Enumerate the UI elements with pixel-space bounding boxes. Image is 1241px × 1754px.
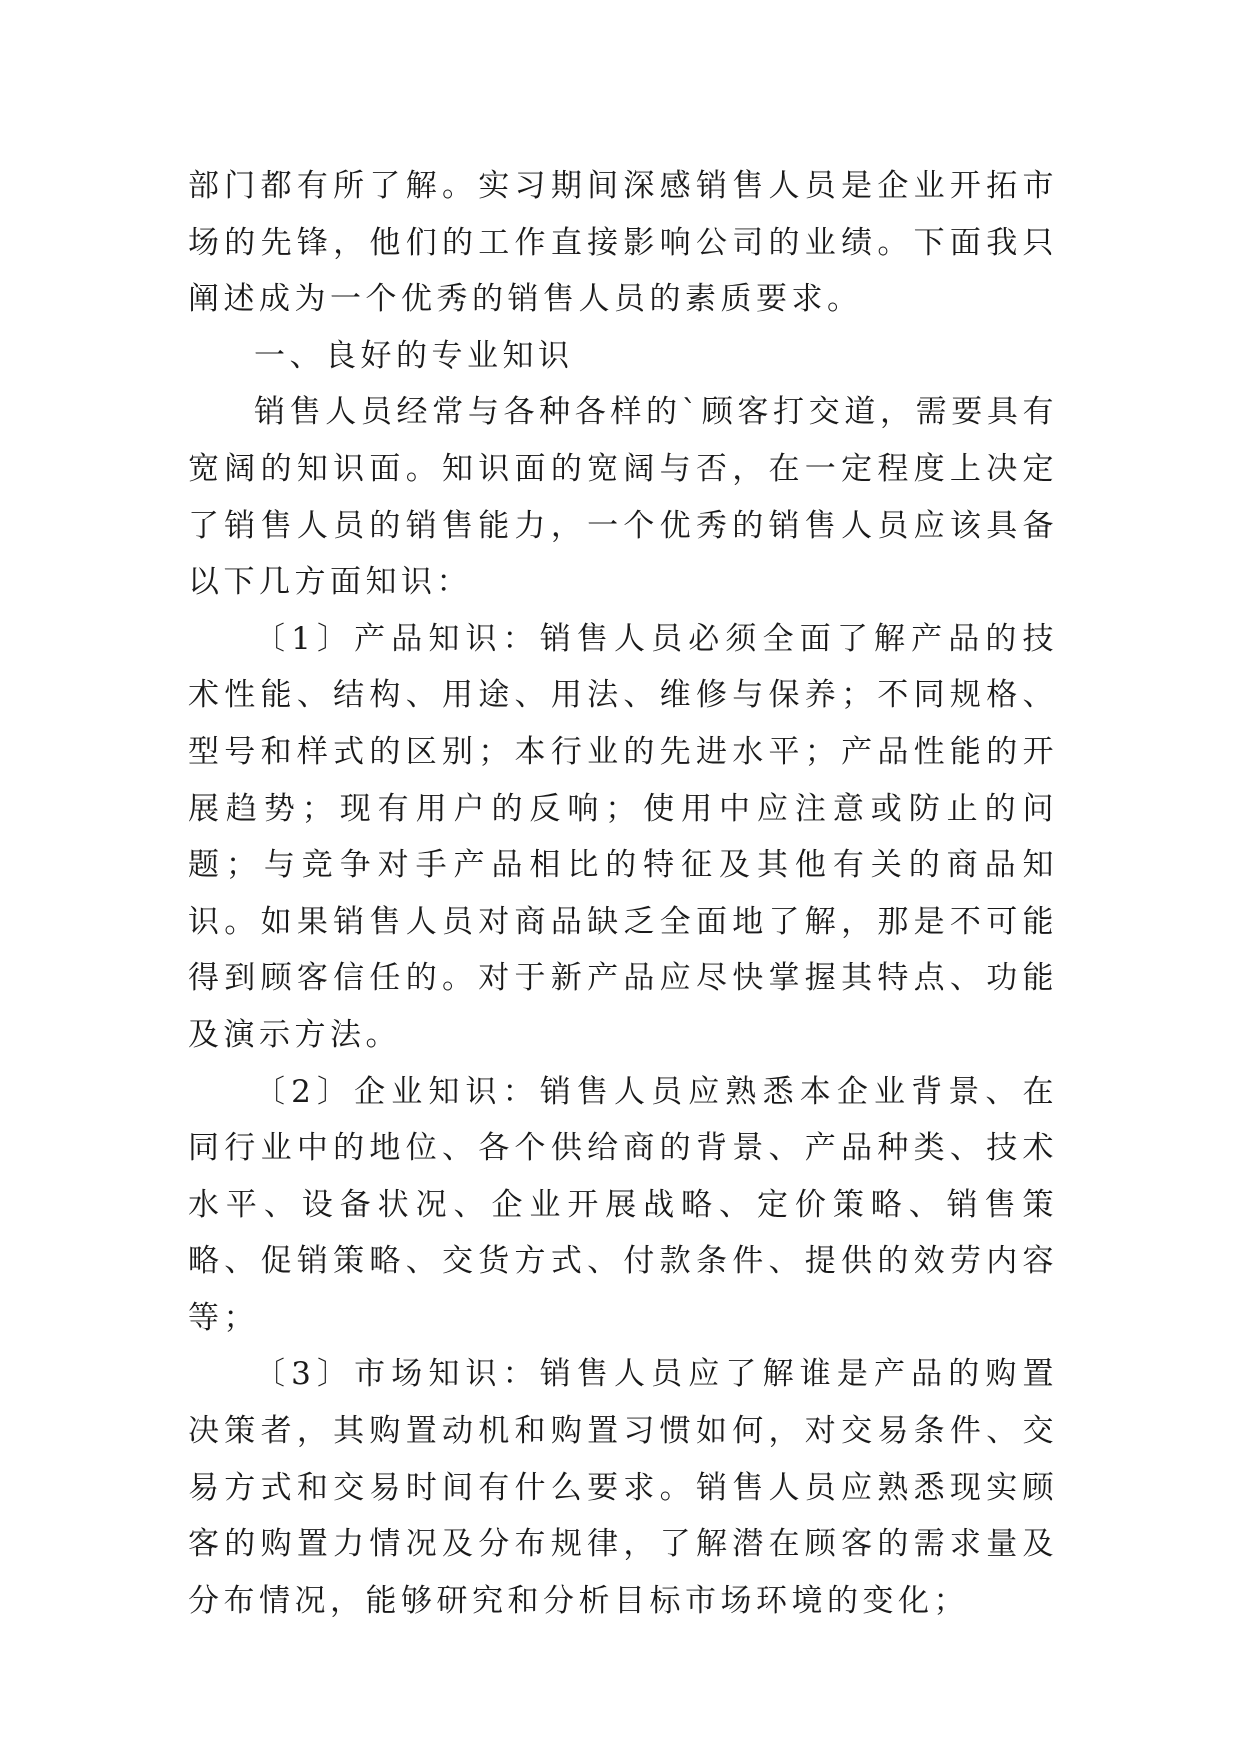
paragraph-knowledge: 销售人员经常与各种各样的`顾客打交道，需要具有宽阔的知识面。知识面的宽阔与否，在一定程度上决定了销售人员的销售能力，一个优秀的销售人员应该具备以下几方面知识： bbox=[188, 394, 1058, 601]
paragraph-intro: 部门都有所了解。实习期间深感销售人员是企业开拓市场的先锋，他们的工作直接影响公司的业绩。下面我只阐述成为一个优秀的销售人员的素质要求。 bbox=[188, 168, 1058, 318]
section-heading: 一、良好的专业知识 bbox=[254, 337, 574, 374]
paragraph-market-knowledge: 〔3〕市场知识：销售人员应了解谁是产品的购置决策者，其购置动机和购置习惯如何，对交易条件、交易方式和交易时间有什么要求。销售人员应熟悉现实顾客的购置力情况及分布规律，了解潜在顾客的需求量及分布情况，能够研究和分析目标市场环境的变化； bbox=[188, 1356, 1058, 1619]
document-body bbox=[188, 158, 1058, 1629]
paragraph-product-knowledge: 〔1〕产品知识：销售人员必须全面了解产品的技术性能、结构、用途、用法、维修与保养；不同规格、型号和样式的区别；本行业的先进水平；产品性能的开展趋势；现有用户的反响；使用中应注意或防止的问题；与竞争对手产品相比的特征及其他有关的商品知识。如果销售人员对商品缺乏全面地了解，那是不可能得到顾客信任的。对于新产品应尽快掌握其特点、功能及演示方法。 bbox=[188, 620, 1058, 1053]
paragraph-company-knowledge: 〔2〕企业知识：销售人员应熟悉本企业背景、在同行业中的地位、各个供给商的背景、产品种类、技术水平、设备状况、企业开展战略、定价策略、销售策略、促销策略、交货方式、付款条件、提供的效劳内容等； bbox=[188, 1073, 1058, 1336]
